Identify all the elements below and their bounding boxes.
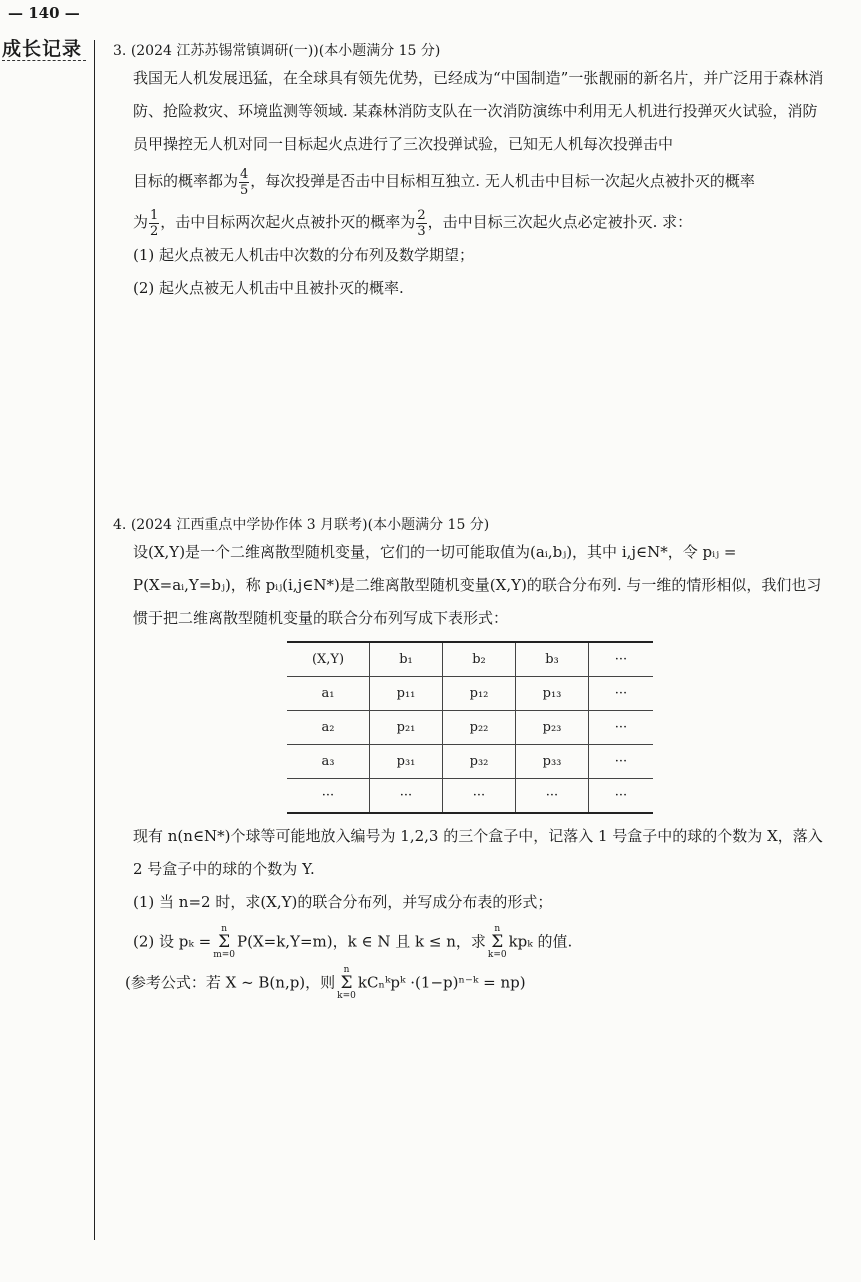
question-3-header xyxy=(113,40,831,62)
table-cell: ··· xyxy=(516,779,589,814)
sum-lower: k=0 xyxy=(337,991,356,1001)
paragraph: 我国无人机发展迅猛，在全球具有领先优势，已经成为“中国制造”一张靓丽的新名片，并广泛用于森林消防、抢险救灾、环境监测等领域. 某森林消防支队在一次消防演练中利用无人机进行投弹灭火试验，消防员甲操控无人机对同一目标起火点进行了三次投弹试验，已知无人机每次投弹击中 xyxy=(133,69,824,153)
summation-sign: n Σ k=0 xyxy=(487,924,507,960)
question-source: (2024 江苏苏锡常镇调研(一))(本小题满分 15 分) xyxy=(130,43,441,59)
sum-upper: n xyxy=(494,924,501,934)
table-cell: p₂₁ xyxy=(370,711,443,745)
table-cell: a₂ xyxy=(287,711,370,745)
table-row xyxy=(287,642,653,677)
denominator: 2 xyxy=(150,223,159,239)
table-cell: a₃ xyxy=(287,745,370,779)
text-span: 为 xyxy=(133,213,149,231)
sub-question-1: (1) 起火点被无人机击中次数的分布列及数学期望； xyxy=(133,246,475,264)
table-cell: p₂₂ xyxy=(443,711,516,745)
numerator: 1 xyxy=(150,207,159,223)
text-span: ，击中目标两次起火点被扑灭的概率为 xyxy=(160,213,416,231)
table-cell: b₃ xyxy=(516,642,589,677)
sum-lower: m=0 xyxy=(213,950,236,960)
sum-lower: k=0 xyxy=(487,950,507,960)
table-cell: ··· xyxy=(589,642,654,677)
sub-question-2: (2) 起火点被无人机击中且被扑灭的概率. xyxy=(133,279,404,297)
fraction xyxy=(239,167,249,198)
sum-upper: n xyxy=(221,924,227,934)
text-span: (2) 设 pₖ = xyxy=(133,932,212,951)
table-cell: a₁ xyxy=(287,677,370,711)
table-row xyxy=(287,677,653,711)
question-body xyxy=(113,536,831,1001)
table-cell: ··· xyxy=(443,779,516,814)
table-cell: p₃₃ xyxy=(516,745,589,779)
paragraph xyxy=(133,206,831,239)
text-span: ，击中目标三次起火点必定被扑灭. 求： xyxy=(427,213,693,231)
table-cell: ··· xyxy=(589,779,654,814)
text-span: (参考公式：若 X ~ B(n,p)，则 xyxy=(125,973,336,992)
table-cell: p₁₂ xyxy=(443,677,516,711)
summation-sign: n Σ k=0 xyxy=(337,965,356,1001)
table-cell: ··· xyxy=(287,779,370,814)
table-cell: ··· xyxy=(589,677,654,711)
text-span: kCₙᵏpᵏ ·(1−p)ⁿ⁻ᵏ = np) xyxy=(357,973,526,992)
question-4-header xyxy=(113,514,831,536)
sum-upper: n xyxy=(343,965,350,975)
question-source: (2024 江西重点中学协作体 3 月联考)(本小题满分 15 分) xyxy=(130,517,490,533)
paragraph xyxy=(133,165,831,198)
question-3 xyxy=(113,40,831,305)
reference-formula xyxy=(125,966,831,1001)
table-cell: ··· xyxy=(589,711,654,745)
text-span: 目标的概率都为 xyxy=(133,172,239,190)
sub-question-1: (1) 当 n=2 时，求(X,Y)的联合分布列，并写成分布表的形式； xyxy=(133,893,553,911)
question-number: 3. xyxy=(113,43,127,59)
table-cell: p₁₃ xyxy=(516,677,589,711)
table-row xyxy=(287,711,653,745)
table-cell: p₃₂ xyxy=(443,745,516,779)
table-cell: p₃₁ xyxy=(370,745,443,779)
table-row xyxy=(287,745,653,779)
paragraph: 现有 n(n∈N*)个球等可能地放入编号为 1,2,3 的三个盒子中，记落入 1 号盒子中的球的个数为 X，落入 2 号盒子中的球的个数为 Y. xyxy=(133,827,823,878)
paragraph: 设(X,Y)是一个二维离散型随机变量，它们的一切可能取值为(aᵢ,bⱼ)，其中 i,j∈N*，令 pᵢⱼ = P(X=aᵢ,Y=bⱼ)，称 pᵢⱼ(i,j∈N*)是二维离散型随机变量(X,Y)的联合分布列. 与一维的情形相似，我们也习惯于把二维离散型随机变量的联合分布列写成下表形式： xyxy=(133,543,822,627)
sub-question-2 xyxy=(133,925,831,960)
table-cell: b₂ xyxy=(443,642,516,677)
table-cell: ··· xyxy=(589,745,654,779)
sidebar-divider xyxy=(2,60,86,61)
summation-sign: n Σ m=0 xyxy=(213,924,236,960)
sidebar-label: 成长记录 xyxy=(2,38,83,60)
table-cell: p₂₃ xyxy=(516,711,589,745)
table-row xyxy=(287,779,653,814)
text-span: kpₖ 的值. xyxy=(508,932,573,951)
table-cell: (X,Y) xyxy=(287,642,370,677)
text-span: ，每次投弹是否击中目标相互独立. 无人机击中目标一次起火点被扑灭的概率 xyxy=(250,172,755,190)
fraction xyxy=(149,208,159,239)
page-number: — 140 — xyxy=(8,4,80,22)
question-number: 4. xyxy=(113,517,127,533)
denominator: 5 xyxy=(240,182,249,198)
question-4 xyxy=(113,514,831,1001)
joint-distribution-table xyxy=(287,641,653,814)
text-span: P(X=k,Y=m)，k ∈ N 且 k ≤ n，求 xyxy=(237,932,486,951)
denominator: 3 xyxy=(417,223,426,239)
numerator: 2 xyxy=(417,207,426,223)
table-cell: ··· xyxy=(370,779,443,814)
numerator: 4 xyxy=(240,166,249,182)
table-cell: p₁₁ xyxy=(370,677,443,711)
question-body xyxy=(113,62,831,305)
table-cell: b₁ xyxy=(370,642,443,677)
fraction xyxy=(416,208,426,239)
margin-rule xyxy=(94,40,95,1240)
